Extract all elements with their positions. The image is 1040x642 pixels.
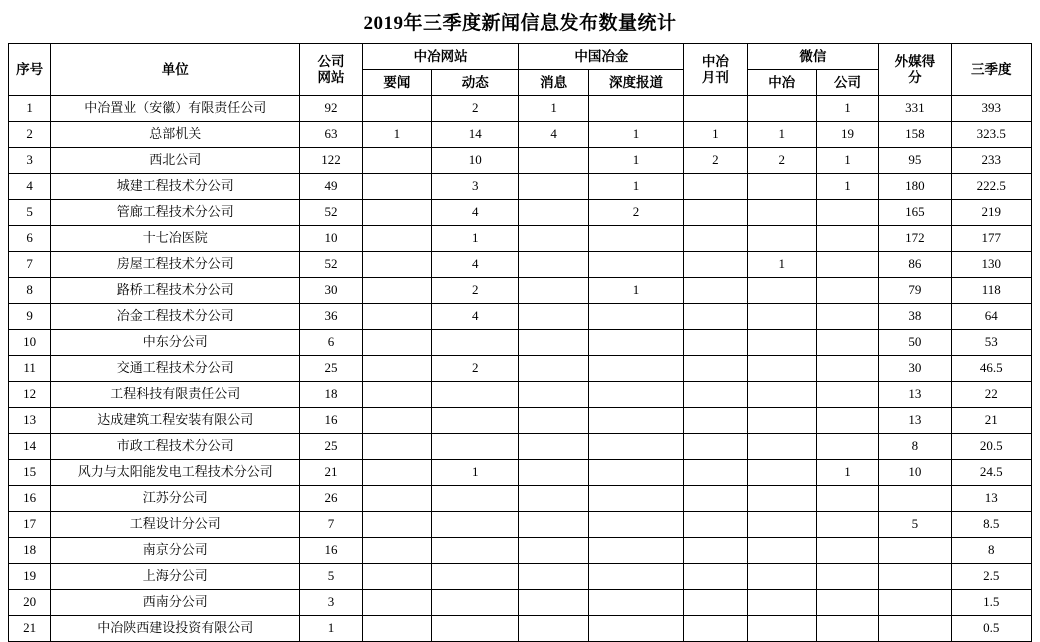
- cell-company-site: 16: [300, 408, 362, 434]
- cell-media-score: 5: [879, 512, 951, 538]
- cell-monthly: 2: [684, 148, 747, 174]
- cell-monthly: [684, 96, 747, 122]
- cell-dongtai: [432, 590, 519, 616]
- col-header-china-metallurgy-shendu: 深度报道: [588, 70, 683, 96]
- table-row: [9, 148, 1032, 174]
- cell-quarter3: 21: [951, 408, 1032, 434]
- cell-shendu: [588, 512, 683, 538]
- cell-company-site: 6: [300, 330, 362, 356]
- cell-quarter3: 1.5: [951, 590, 1032, 616]
- cell-company-site: 18: [300, 382, 362, 408]
- cell-quarter3: 24.5: [951, 460, 1032, 486]
- cell-unit: 中冶置业（安徽）有限责任公司: [51, 96, 300, 122]
- cell-dongtai: 10: [432, 148, 519, 174]
- col-header-mcc-site-yaowen: 要闻: [362, 70, 431, 96]
- cell-shendu: [588, 486, 683, 512]
- cell-seq: 15: [9, 460, 51, 486]
- cell-shendu: 1: [588, 174, 683, 200]
- cell-yaowen: [362, 200, 431, 226]
- cell-xiaoxi: [519, 590, 588, 616]
- cell-shendu: 1: [588, 122, 683, 148]
- cell-seq: 13: [9, 408, 51, 434]
- col-header-mcc-site: 中冶网站: [362, 44, 519, 70]
- cell-wechat-mcc: 1: [747, 252, 816, 278]
- cell-dongtai: [432, 616, 519, 642]
- cell-unit: 管廊工程技术分公司: [51, 200, 300, 226]
- cell-xiaoxi: [519, 564, 588, 590]
- col-header-wechat: 微信: [747, 44, 879, 70]
- cell-yaowen: [362, 590, 431, 616]
- cell-monthly: [684, 174, 747, 200]
- cell-shendu: [588, 564, 683, 590]
- cell-seq: 9: [9, 304, 51, 330]
- cell-quarter3: 222.5: [951, 174, 1032, 200]
- cell-dongtai: 4: [432, 304, 519, 330]
- table-row: [9, 616, 1032, 642]
- cell-shendu: [588, 226, 683, 252]
- cell-monthly: [684, 616, 747, 642]
- cell-shendu: 1: [588, 278, 683, 304]
- cell-shendu: [588, 356, 683, 382]
- col-header-company-site-line1: 公司: [317, 53, 345, 69]
- cell-monthly: [684, 538, 747, 564]
- cell-shendu: [588, 408, 683, 434]
- cell-yaowen: [362, 96, 431, 122]
- cell-company-site: 122: [300, 148, 362, 174]
- cell-quarter3: 22: [951, 382, 1032, 408]
- cell-wechat-mcc: [747, 356, 816, 382]
- cell-dongtai: 2: [432, 96, 519, 122]
- cell-company-site: 16: [300, 538, 362, 564]
- cell-xiaoxi: [519, 538, 588, 564]
- cell-yaowen: [362, 174, 431, 200]
- col-header-media-score-line2: 分: [908, 69, 922, 85]
- cell-wechat-company: [816, 564, 878, 590]
- cell-dongtai: [432, 330, 519, 356]
- cell-yaowen: [362, 148, 431, 174]
- cell-company-site: 36: [300, 304, 362, 330]
- cell-dongtai: 4: [432, 252, 519, 278]
- col-header-company-site-line2: 网站: [317, 69, 345, 85]
- table-row: [9, 382, 1032, 408]
- table-row: [9, 278, 1032, 304]
- cell-wechat-company: [816, 486, 878, 512]
- cell-unit: 十七冶医院: [51, 226, 300, 252]
- cell-seq: 4: [9, 174, 51, 200]
- cell-quarter3: 2.5: [951, 564, 1032, 590]
- cell-wechat-mcc: [747, 486, 816, 512]
- cell-xiaoxi: [519, 252, 588, 278]
- col-header-seq: 序号: [9, 44, 51, 96]
- cell-xiaoxi: [519, 330, 588, 356]
- cell-seq: 16: [9, 486, 51, 512]
- col-header-mcc-site-dongtai: 动态: [432, 70, 519, 96]
- table-header: [9, 44, 1032, 96]
- cell-wechat-company: [816, 538, 878, 564]
- cell-company-site: 10: [300, 226, 362, 252]
- cell-yaowen: [362, 226, 431, 252]
- cell-unit: 江苏分公司: [51, 486, 300, 512]
- cell-wechat-mcc: [747, 382, 816, 408]
- table-row: [9, 330, 1032, 356]
- col-header-china-metallurgy-xiaoxi: 消息: [519, 70, 588, 96]
- cell-media-score: 331: [879, 96, 951, 122]
- cell-wechat-company: [816, 434, 878, 460]
- cell-yaowen: 1: [362, 122, 431, 148]
- cell-media-score: 172: [879, 226, 951, 252]
- cell-wechat-company: 1: [816, 174, 878, 200]
- cell-media-score: [879, 590, 951, 616]
- cell-media-score: 79: [879, 278, 951, 304]
- table-row: [9, 304, 1032, 330]
- cell-seq: 17: [9, 512, 51, 538]
- cell-unit: 城建工程技术分公司: [51, 174, 300, 200]
- cell-quarter3: 20.5: [951, 434, 1032, 460]
- cell-unit: 中冶陕西建设投资有限公司: [51, 616, 300, 642]
- table-row: [9, 174, 1032, 200]
- cell-unit: 西南分公司: [51, 590, 300, 616]
- cell-seq: 14: [9, 434, 51, 460]
- table-row: [9, 460, 1032, 486]
- table-row: [9, 486, 1032, 512]
- cell-dongtai: 14: [432, 122, 519, 148]
- cell-xiaoxi: [519, 226, 588, 252]
- cell-yaowen: [362, 616, 431, 642]
- cell-wechat-mcc: [747, 564, 816, 590]
- cell-monthly: [684, 460, 747, 486]
- cell-wechat-mcc: [747, 434, 816, 460]
- cell-company-site: 63: [300, 122, 362, 148]
- cell-shendu: [588, 434, 683, 460]
- table-row: [9, 356, 1032, 382]
- table-header-row-1: [9, 44, 1032, 70]
- cell-quarter3: 323.5: [951, 122, 1032, 148]
- cell-unit: 工程设计分公司: [51, 512, 300, 538]
- statistics-table: [8, 43, 1032, 642]
- cell-media-score: 13: [879, 408, 951, 434]
- cell-quarter3: 130: [951, 252, 1032, 278]
- cell-media-score: [879, 486, 951, 512]
- col-header-quarter3: 三季度: [951, 44, 1032, 96]
- cell-quarter3: 118: [951, 278, 1032, 304]
- cell-wechat-mcc: [747, 174, 816, 200]
- col-header-china-metallurgy: 中国冶金: [519, 44, 684, 70]
- cell-company-site: 52: [300, 200, 362, 226]
- cell-xiaoxi: [519, 486, 588, 512]
- cell-media-score: 8: [879, 434, 951, 460]
- cell-wechat-mcc: [747, 616, 816, 642]
- cell-shendu: 1: [588, 148, 683, 174]
- cell-wechat-company: 1: [816, 460, 878, 486]
- cell-xiaoxi: [519, 304, 588, 330]
- cell-xiaoxi: [519, 460, 588, 486]
- cell-xiaoxi: [519, 356, 588, 382]
- cell-media-score: 180: [879, 174, 951, 200]
- col-header-wechat-company: 公司: [816, 70, 878, 96]
- table-row: [9, 590, 1032, 616]
- cell-quarter3: 46.5: [951, 356, 1032, 382]
- cell-quarter3: 8: [951, 538, 1032, 564]
- cell-wechat-company: [816, 616, 878, 642]
- cell-seq: 19: [9, 564, 51, 590]
- cell-monthly: [684, 200, 747, 226]
- cell-wechat-mcc: [747, 330, 816, 356]
- cell-dongtai: 1: [432, 460, 519, 486]
- cell-wechat-mcc: [747, 538, 816, 564]
- cell-unit: 南京分公司: [51, 538, 300, 564]
- cell-media-score: 50: [879, 330, 951, 356]
- cell-seq: 12: [9, 382, 51, 408]
- cell-wechat-mcc: [747, 512, 816, 538]
- cell-yaowen: [362, 408, 431, 434]
- cell-xiaoxi: [519, 382, 588, 408]
- cell-company-site: 92: [300, 96, 362, 122]
- cell-shendu: [588, 96, 683, 122]
- cell-media-score: 158: [879, 122, 951, 148]
- table-row: [9, 122, 1032, 148]
- cell-dongtai: [432, 486, 519, 512]
- cell-wechat-company: [816, 382, 878, 408]
- cell-shendu: [588, 330, 683, 356]
- cell-monthly: [684, 252, 747, 278]
- cell-media-score: 165: [879, 200, 951, 226]
- cell-unit: 中东分公司: [51, 330, 300, 356]
- cell-dongtai: 3: [432, 174, 519, 200]
- cell-quarter3: 0.5: [951, 616, 1032, 642]
- cell-shendu: [588, 590, 683, 616]
- cell-wechat-company: 19: [816, 122, 878, 148]
- cell-company-site: 49: [300, 174, 362, 200]
- cell-quarter3: 8.5: [951, 512, 1032, 538]
- cell-yaowen: [362, 382, 431, 408]
- cell-dongtai: [432, 564, 519, 590]
- cell-monthly: [684, 434, 747, 460]
- cell-company-site: 3: [300, 590, 362, 616]
- table-row: [9, 96, 1032, 122]
- cell-wechat-mcc: [747, 226, 816, 252]
- cell-monthly: [684, 304, 747, 330]
- cell-monthly: [684, 590, 747, 616]
- cell-wechat-company: [816, 512, 878, 538]
- cell-monthly: 1: [684, 122, 747, 148]
- cell-dongtai: 1: [432, 226, 519, 252]
- cell-monthly: [684, 278, 747, 304]
- cell-company-site: 1: [300, 616, 362, 642]
- cell-dongtai: [432, 538, 519, 564]
- cell-company-site: 52: [300, 252, 362, 278]
- cell-yaowen: [362, 486, 431, 512]
- table-row: [9, 512, 1032, 538]
- cell-company-site: 30: [300, 278, 362, 304]
- cell-quarter3: 13: [951, 486, 1032, 512]
- cell-monthly: [684, 330, 747, 356]
- table-row: [9, 434, 1032, 460]
- col-header-media-score: [879, 44, 951, 96]
- cell-shendu: [588, 538, 683, 564]
- table-row: [9, 564, 1032, 590]
- cell-dongtai: [432, 434, 519, 460]
- cell-xiaoxi: 4: [519, 122, 588, 148]
- cell-dongtai: [432, 512, 519, 538]
- cell-yaowen: [362, 434, 431, 460]
- cell-media-score: 13: [879, 382, 951, 408]
- cell-dongtai: 2: [432, 356, 519, 382]
- cell-wechat-company: [816, 226, 878, 252]
- col-header-monthly-line2: 月刊: [701, 69, 729, 85]
- cell-seq: 6: [9, 226, 51, 252]
- cell-wechat-company: [816, 330, 878, 356]
- cell-seq: 7: [9, 252, 51, 278]
- cell-unit: 交通工程技术分公司: [51, 356, 300, 382]
- table-row: [9, 226, 1032, 252]
- col-header-unit: 单位: [51, 44, 300, 96]
- col-header-monthly-line1: 中冶: [701, 53, 729, 69]
- cell-unit: 冶金工程技术分公司: [51, 304, 300, 330]
- cell-seq: 5: [9, 200, 51, 226]
- cell-media-score: [879, 616, 951, 642]
- cell-unit: 西北公司: [51, 148, 300, 174]
- cell-wechat-company: [816, 356, 878, 382]
- cell-quarter3: 53: [951, 330, 1032, 356]
- cell-wechat-mcc: 1: [747, 122, 816, 148]
- cell-company-site: 7: [300, 512, 362, 538]
- cell-dongtai: 4: [432, 200, 519, 226]
- cell-wechat-company: [816, 590, 878, 616]
- col-header-wechat-mcc: 中冶: [747, 70, 816, 96]
- cell-wechat-mcc: [747, 304, 816, 330]
- cell-quarter3: 177: [951, 226, 1032, 252]
- cell-yaowen: [362, 252, 431, 278]
- cell-seq: 11: [9, 356, 51, 382]
- cell-seq: 10: [9, 330, 51, 356]
- cell-shendu: 2: [588, 200, 683, 226]
- cell-wechat-company: 1: [816, 148, 878, 174]
- cell-media-score: [879, 538, 951, 564]
- cell-wechat-company: [816, 252, 878, 278]
- cell-wechat-mcc: [747, 278, 816, 304]
- cell-company-site: 25: [300, 356, 362, 382]
- cell-unit: 达成建筑工程安装有限公司: [51, 408, 300, 434]
- cell-yaowen: [362, 278, 431, 304]
- cell-yaowen: [362, 564, 431, 590]
- cell-seq: 2: [9, 122, 51, 148]
- cell-xiaoxi: [519, 616, 588, 642]
- page-title: 2019年三季度新闻信息发布数量统计: [363, 13, 677, 34]
- cell-wechat-mcc: [747, 590, 816, 616]
- cell-xiaoxi: 1: [519, 96, 588, 122]
- cell-yaowen: [362, 304, 431, 330]
- cell-seq: 3: [9, 148, 51, 174]
- cell-seq: 20: [9, 590, 51, 616]
- cell-xiaoxi: [519, 434, 588, 460]
- cell-company-site: 25: [300, 434, 362, 460]
- cell-company-site: 26: [300, 486, 362, 512]
- cell-unit: 房屋工程技术分公司: [51, 252, 300, 278]
- cell-quarter3: 219: [951, 200, 1032, 226]
- cell-yaowen: [362, 356, 431, 382]
- col-header-media-score-line1: 外媒得: [894, 53, 936, 69]
- cell-quarter3: 393: [951, 96, 1032, 122]
- cell-shendu: [588, 616, 683, 642]
- col-header-monthly: [684, 44, 747, 96]
- cell-yaowen: [362, 330, 431, 356]
- cell-quarter3: 64: [951, 304, 1032, 330]
- cell-shendu: [588, 382, 683, 408]
- cell-shendu: [588, 304, 683, 330]
- cell-unit: 风力与太阳能发电工程技术分公司: [51, 460, 300, 486]
- col-header-company-site: [300, 44, 362, 96]
- cell-wechat-company: [816, 200, 878, 226]
- table-row: [9, 200, 1032, 226]
- cell-media-score: 10: [879, 460, 951, 486]
- cell-wechat-company: [816, 408, 878, 434]
- cell-shendu: [588, 252, 683, 278]
- cell-monthly: [684, 486, 747, 512]
- cell-media-score: 95: [879, 148, 951, 174]
- cell-wechat-mcc: [747, 460, 816, 486]
- cell-monthly: [684, 226, 747, 252]
- cell-monthly: [684, 564, 747, 590]
- cell-dongtai: [432, 408, 519, 434]
- cell-wechat-mcc: [747, 96, 816, 122]
- cell-wechat-mcc: [747, 408, 816, 434]
- cell-unit: 总部机关: [51, 122, 300, 148]
- cell-seq: 18: [9, 538, 51, 564]
- cell-company-site: 21: [300, 460, 362, 486]
- cell-monthly: [684, 408, 747, 434]
- cell-dongtai: 2: [432, 278, 519, 304]
- cell-shendu: [588, 460, 683, 486]
- cell-unit: 市政工程技术分公司: [51, 434, 300, 460]
- cell-monthly: [684, 382, 747, 408]
- table-row: [9, 252, 1032, 278]
- cell-wechat-mcc: [747, 200, 816, 226]
- cell-media-score: 38: [879, 304, 951, 330]
- cell-unit: 工程科技有限责任公司: [51, 382, 300, 408]
- cell-xiaoxi: [519, 200, 588, 226]
- cell-xiaoxi: [519, 408, 588, 434]
- cell-unit: 路桥工程技术分公司: [51, 278, 300, 304]
- cell-unit: 上海分公司: [51, 564, 300, 590]
- cell-quarter3: 233: [951, 148, 1032, 174]
- cell-media-score: [879, 564, 951, 590]
- cell-yaowen: [362, 460, 431, 486]
- cell-xiaoxi: [519, 174, 588, 200]
- cell-wechat-company: [816, 278, 878, 304]
- cell-wechat-company: 1: [816, 96, 878, 122]
- cell-dongtai: [432, 382, 519, 408]
- cell-yaowen: [362, 538, 431, 564]
- table-row: [9, 408, 1032, 434]
- cell-yaowen: [362, 512, 431, 538]
- cell-seq: 21: [9, 616, 51, 642]
- cell-wechat-mcc: 2: [747, 148, 816, 174]
- table-row: [9, 538, 1032, 564]
- cell-wechat-company: [816, 304, 878, 330]
- cell-xiaoxi: [519, 512, 588, 538]
- cell-media-score: 30: [879, 356, 951, 382]
- cell-seq: 1: [9, 96, 51, 122]
- cell-monthly: [684, 356, 747, 382]
- cell-monthly: [684, 512, 747, 538]
- cell-company-site: 5: [300, 564, 362, 590]
- table-body: [9, 96, 1032, 642]
- cell-xiaoxi: [519, 148, 588, 174]
- cell-seq: 8: [9, 278, 51, 304]
- cell-xiaoxi: [519, 278, 588, 304]
- cell-media-score: 86: [879, 252, 951, 278]
